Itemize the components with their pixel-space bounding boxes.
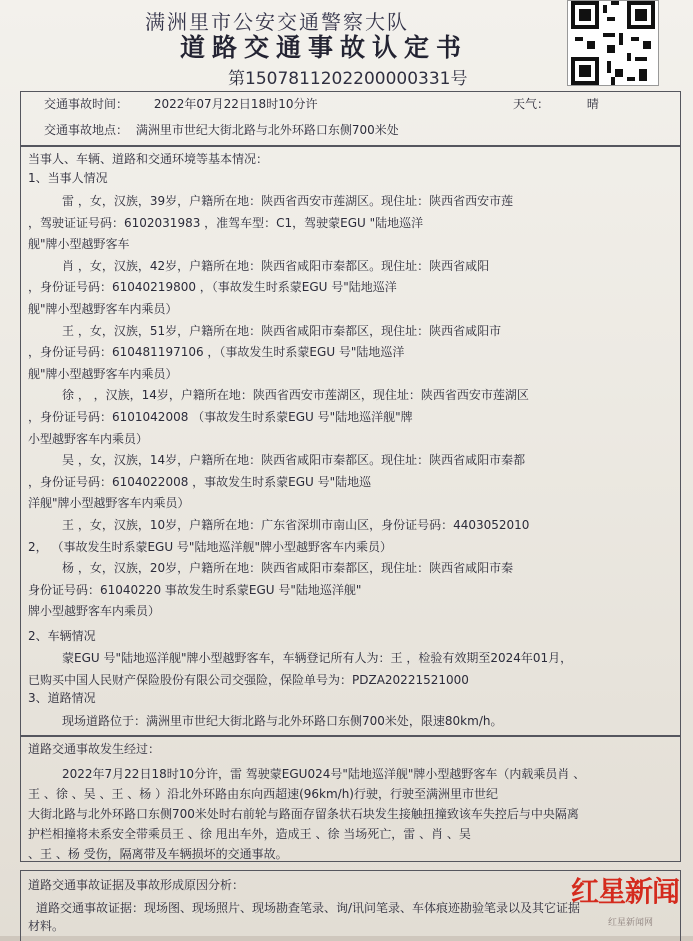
party-line: 身份证号码：61040220 事故发生时系蒙EGU 号"陆地巡洋舰" bbox=[28, 582, 362, 597]
weather-row bbox=[513, 96, 679, 112]
party-line: 王 ，女，汉族，10岁，户籍所在地：广东省深圳市南山区，身份证号码：4403052010 bbox=[62, 518, 530, 532]
subsection-vehicle: 2、车辆情况 bbox=[28, 629, 96, 643]
road-line: 现场道路位于：满洲里市世纪大街北路与北外环路口东侧700米处，限速80km/h。 bbox=[62, 714, 503, 728]
party-line: 舰"牌小型越野客车内乘员） bbox=[28, 366, 178, 381]
evidence-line-1: 道路交通事故证据：现场图、现场照片、现场勘查笔录、询/讯问笔录、车体痕迹勘验笔录以及其它证据 bbox=[36, 901, 581, 915]
place-value: 满洲里市世纪大街北路与北外环路口东侧700米处 bbox=[135, 123, 399, 137]
place-row bbox=[44, 122, 679, 138]
party-line: 杨 ，女，汉族，20岁，户籍所在地：陕西省咸阳市秦都区，现住址：陕西省咸阳市秦 bbox=[62, 561, 514, 576]
party-line: 王 ，女，汉族，51岁，户籍所在地：陕西省咸阳市秦都区，现住址：陕西省咸阳市 bbox=[62, 323, 502, 338]
party-line: 肖 ，女，汉族，42岁，户籍所在地：陕西省咸阳市秦都区。现住址：陕西省咸阳 bbox=[62, 258, 490, 273]
party-line: 徐 ， ，汉族，14岁，户籍所在地：陕西省西安市莲湖区，现住址：陕西省西安市莲湖区 bbox=[62, 388, 529, 403]
time-value: 2022年07月22日18时10分许 bbox=[153, 97, 318, 111]
party-line: ，驾驶证证号码：6102031983 ，准驾车型：C1，驾驶蒙EGU "陆地巡洋 bbox=[28, 215, 424, 230]
process-line-2: 王 、徐 、吴 、王 、杨 ）沿北外环路由东向西超速(96km/h)行驶，行驶至满洲里市世纪 bbox=[28, 787, 498, 801]
party-line: ，身份证号码：6104022008 ，事故发生时系蒙EGU 号"陆地巡 bbox=[28, 474, 372, 489]
party-line: 2， （事故发生时系蒙EGU 号"陆地巡洋舰"牌小型越野客车内乘员） bbox=[28, 539, 392, 554]
issuing-office: 满洲里市公安交通警察大队 bbox=[145, 10, 409, 34]
weather-value: 晴 bbox=[586, 97, 599, 111]
party-line: 洋舰"牌小型越野客车内乘员） bbox=[28, 496, 190, 511]
brand-watermark: 红星新闻 bbox=[570, 875, 679, 908]
evidence-heading: 道路交通事故证据及事故形成原因分析： bbox=[28, 878, 245, 892]
party-line: 舰"牌小型越野客车 bbox=[28, 237, 130, 252]
vehicle-line-2: 已购买中国人民财产保险股份有限公司交强险，保险单号为：PDZA20221521000 bbox=[28, 673, 469, 687]
process-line-4: 护栏相撞将未系安全带乘员王 、徐 甩出车外，造成王 、徐 当场死亡，雷 、肖 、吴 bbox=[28, 827, 471, 841]
process-line-1: 2022年7月22日18时10分许，雷 驾驶蒙EGU024号"陆地巡洋舰"牌小型越野客车（内载乘员肖 、 bbox=[62, 767, 586, 781]
time-label: 交通事故时间： bbox=[44, 97, 129, 111]
evidence-line-2: 材料。 bbox=[28, 919, 65, 933]
vehicle-line-1: 蒙EGU 号"陆地巡洋舰"牌小型越野客车，车辆登记所有人为：王 ，检验有效期至2024年01月， bbox=[62, 651, 573, 665]
process-line-3: 大街北路与北外环路口东侧700米处时右前轮与路面存留条状石块发生接触扭撞致该车失控后与中央隔离 bbox=[28, 807, 579, 821]
party-line: 雷 ，女，汉族，39岁，户籍所在地：陕西省西安市莲湖区。现住址：陕西省西安市莲 bbox=[62, 194, 514, 208]
process-heading: 道路交通事故发生经过： bbox=[28, 742, 161, 756]
document-title: 道路交通事故认定书 bbox=[180, 33, 469, 62]
place-label: 交通事故地点： bbox=[44, 123, 129, 137]
party-line: 牌小型越野客车内乘员） bbox=[28, 604, 161, 619]
process-line-5: 、王 、杨 受伤，隔离带及车辆损坏的交通事故。 bbox=[28, 847, 288, 861]
party-line: ，身份证号码：61040219800 ，（事故发生时系蒙EGU 号"陆地巡洋 bbox=[28, 280, 397, 295]
basic-heading: 当事人、车辆、道路和交通环境等基本情况： bbox=[28, 152, 269, 166]
party-line: ，身份证号码：6101042008 （事故发生时系蒙EGU 号"陆地巡洋舰"牌 bbox=[28, 410, 413, 424]
party-line: 吴 ，女，汉族，14岁，户籍所在地：陕西省咸阳市秦都区。现住址：陕西省咸阳市秦都 bbox=[62, 453, 526, 468]
party-line: 小型越野客车内乘员） bbox=[28, 431, 149, 446]
weather-label: 天气： bbox=[513, 97, 550, 111]
subsection-parties: 1、当事人情况 bbox=[28, 171, 108, 185]
document-number: 第150781120220000033​1号 bbox=[228, 69, 468, 89]
subsection-road: 3、道路情况 bbox=[28, 691, 96, 705]
party-line: ，身份证号码：610481197106 ，（事故发生时系蒙EGU 号"陆地巡洋 bbox=[28, 345, 405, 360]
brand-watermark-sub: 红星新闻网 bbox=[607, 918, 653, 928]
qr-code-icon bbox=[567, 0, 659, 86]
party-line: 舰"牌小型越野客车内乘员） bbox=[28, 302, 178, 316]
